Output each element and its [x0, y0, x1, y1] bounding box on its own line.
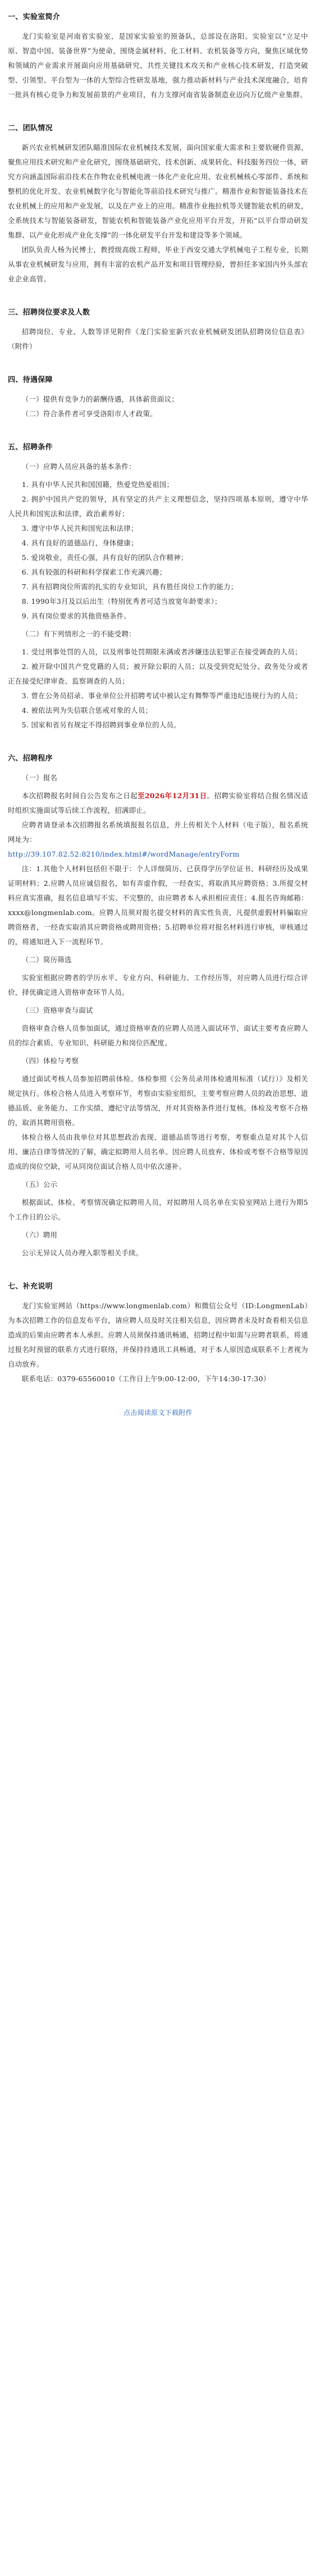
- section-heading: 二、团队情况: [8, 124, 53, 133]
- paragraph: 体检合格人员由我单位对其思想政治表现、道德品质等进行考察，考察重点是对其个人信用、廉洁自律等情况的了解，确定拟聘用人员名单。因应聘人员放弃、体检或考察不合格等原因造成的岗位空缺，可从同岗位面试合格人员中依次递补。: [8, 1133, 308, 1171]
- subsection-heading: （六）聘用: [21, 1231, 58, 1239]
- list-item: 3. 遵守中华人民共和国宪法和法律；: [21, 524, 138, 533]
- registration-url-link[interactable]: http://39.107.82.52:8210/index.html#/wordManage/entryForm: [8, 850, 240, 858]
- list-item: 5. 国家和省另有规定不得招聘到事业单位的人员。: [21, 721, 181, 729]
- section-heading: 四、待遇保障: [8, 376, 53, 384]
- section-heading: 六、招聘程序: [8, 754, 53, 763]
- section-heading: 三、招聘岗位要求及人数: [8, 308, 90, 317]
- contact-phone: 联系电话：0379-65560010（工作日上午9:00-12:00，下午14:30-17:30）: [21, 1375, 271, 1383]
- section-process: [8, 752, 308, 1260]
- subsection-heading: （一）报名: [21, 773, 58, 782]
- paragraph: 实验室根据应聘者的学历水平、专业方向、科研能力、工作经历等，对应聘人员进行综合评价，择优确定进入资格审查环节人员。: [8, 973, 308, 996]
- section-benefits: [8, 373, 308, 421]
- section-heading: 五、招聘条件: [8, 443, 53, 452]
- list-item: 4. 具有良好的道德品行，身体健康；: [21, 539, 138, 547]
- download-attachment-link[interactable]: 点击阅读原文下载附件: [123, 1409, 193, 1417]
- paragraph: 根据面试、体检、考察情况确定拟聘用人员，对拟聘用人员名单在实验室网站上进行为期5个工作日的公示。: [8, 1198, 308, 1221]
- subsection-heading: （三）资格审查与面试: [21, 1006, 93, 1014]
- list-item: 1. 受过刑事处罚的人员，以及刑事处罚期限未满或者涉嫌违法犯罪正在接受调查的人员；: [21, 648, 302, 656]
- paragraph: 龙门实验室网站（https://www.longmenlab.com）和微信公众号（ID:LongmenLab）为本次招聘工作的信息发布平台，请应聘人员及时关注相关信息，因应聘者未及时查看相关信息造成的后果由应聘者本人承担。应聘人员须保持通讯畅通，招聘过程中如需与应聘者联系，将通过报名时预留的联系方式进行联络，并保持持通讯工具畅通，对于本人原因造成联系不上者视为自动放弃。: [8, 1301, 308, 1368]
- list-item: 2. 被开除中国共产党党籍的人员；被开除公职的人员；以及受到党纪处分、政务处分或者正在接受纪律审查、监察调查的人员；: [8, 662, 308, 685]
- paragraph: 资格审查合格人员参加面试，通过资格审查的应聘人员进入面试环节，面试主要考查应聘人员的综合素质、专业知识、科研能力和岗位匹配度。: [8, 1024, 308, 1047]
- list-item: 3. 曾在公务员招录、事业单位公开招聘考试中被认定有舞弊等严重违纪违规行为的人员；: [21, 691, 302, 700]
- subsection-heading: （四）体检与考察: [21, 1057, 79, 1065]
- section-notes: [8, 1280, 308, 1386]
- text: 。招聘实验室将结合报名情况适时组织实施面试等后续工作流程，招满即止。: [8, 791, 308, 814]
- section-intro: [8, 10, 308, 102]
- paragraph: [8, 789, 308, 818]
- list-item: 2. 拥护中国共产党的领导，具有坚定的共产主义理想信念，坚持四项基本原则，遵守中华人民共和国宪法和法律，政治素养好；: [8, 495, 308, 518]
- paragraph: 应聘者请登录本次招聘报名系统填报报名信息，并上传相关个人材料（电子版），报名系统网址为：: [8, 821, 308, 844]
- paragraph: 招聘岗位、专业、人数等详见附件《龙门实验室新兴农业机械研发团队招聘岗位信息表》（附件）: [8, 327, 308, 351]
- subsection-heading: （一）应聘人员应具备的基本条件：: [21, 462, 136, 471]
- list-item: 5. 爱岗敬业，责任心强，具有良好的团队合作精神；: [21, 553, 188, 562]
- list-item: （一）提供有竞争力的薪酬待遇，具体薪资面议；: [21, 395, 178, 403]
- list-item: 4. 被依法列为失信联合惩戒对象的人员；: [21, 706, 153, 714]
- text: 本次招聘报名时间自公告发布之日起: [21, 791, 138, 800]
- section-positions: [8, 306, 308, 354]
- list-item: 7. 具有招聘岗位所需的扎实的专业知识，具有胜任岗位工作的能力；: [21, 582, 238, 591]
- subsection-heading: （五）公示: [21, 1180, 58, 1189]
- subsection-heading: （二）简历筛选: [21, 955, 72, 964]
- list-item: （二）符合条件者可享受洛阳市人才政策。: [21, 409, 157, 418]
- paragraph: 公示无异议人员办理入职等相关手续。: [21, 1249, 143, 1257]
- paragraph: 团队负责人杨为民博士，教授级高级工程师，毕业于西安交通大学机械电子工程专业，长期从事农业机械研发与应用，拥有丰富的农机产品开发和项目管理经验，曾担任多家国内外头部农业企业高管。: [8, 245, 308, 283]
- section-conditions: [8, 440, 308, 732]
- section-heading: 一、实验室简介: [8, 13, 61, 21]
- section-team: [8, 121, 308, 286]
- paragraph: 龙门实验室是河南省实验室，是国家实验室的预备队，总部设在洛阳。实验室以“立足中原、智造中国、装备世界”为使命，围绕金属材料、化工材料、农机装备等方向，聚焦区域优势和领域的产业需求开展面向应用基础研究、共性关键技术攻关和产业核心技术研发，打造突破型、引领型、平台型为一体的大型综合性研发基地，强力推动新材料与产业技术深度融合，培育一批具有核心竞争力和发展前景的产业项目，有力支撑河南省装备制造业迈向万亿级产业集群。: [8, 32, 308, 99]
- paragraph: 通过面试考核人员参加招聘前体检。体检参照《公务员录用体检通用标准（试行）》及相关规定执行。体检合格人员进入考察环节，考察由实验室组织，主要考察应聘人员的政治思想、道德品质、业务能力、工作实绩、遵纪守法等情况，并对其资格条件进行复核。体检及考察不合格的，取消其聘用资格。: [8, 1075, 308, 1127]
- list-item: 1. 具有中华人民共和国国籍，热爱党热爱祖国；: [21, 480, 174, 489]
- deadline-highlight: 至2026年12月31日: [138, 791, 207, 800]
- paragraph: 注：1.其他个人材料包括但不限于：个人详细简历、已获得学历学位证书、科研经历及成果证明材料；2.应聘人员应诚信报名，如有弄虚作假，一经查实，将取消其应聘资格；3.所提交材料应真实准确，报名信息填写不实、不完整的，由应聘者本人承担相应责任；4.报名咨询邮箱：xxxx@longmenlab.com。应聘人员须对报名提交材料的真实性负责，凡提供虚假材料骗取应聘资格者，一经查实取消其应聘资格或聘用资格；5.招聘单位将对报名材料进行审核，审核通过的，将通知进入下一流程环节。: [8, 864, 308, 946]
- list-item: 8. 1990年3月及以后出生（特别优秀者可适当放宽年龄要求）；: [21, 597, 222, 606]
- list-item: 6. 具有较强的科研和科学探索工作充满兴趣；: [21, 568, 167, 576]
- section-heading: 七、补充说明: [8, 1282, 53, 1291]
- paragraph: 新兴农业机械研发团队瞄准国际农业机械技术发展，面向国家重大需求和主要软硬件资源，聚焦应用技术研究和产业化研究，围绕基础研究、技术创新、成果转化、科技服务四位一体，研究方向涵盖国际前沿技术在作物农业机械电液一体化产业化应用、农业机械核心零部件、系统和整机的优化开发、农业机械数字化与智能化等前沿技术研究与推广。精准作业和智能装备技术在农业机械上的应用和产业发展，以及在产业上的应用。精准作业拖拉机等关键智能农机的研发，全系统技术与智能装备研发，智能农机和智能装备产业化应用平台开发，开拓“以平台带动研发集群、以产业化形成产业化支撑”的一体化研发平台开发和建设等多个领域。: [8, 143, 308, 239]
- subsection-heading: （二）有下列情形之一的不能受聘：: [21, 630, 136, 638]
- list-item: 9. 具有岗位要求的其他资格条件。: [21, 612, 131, 620]
